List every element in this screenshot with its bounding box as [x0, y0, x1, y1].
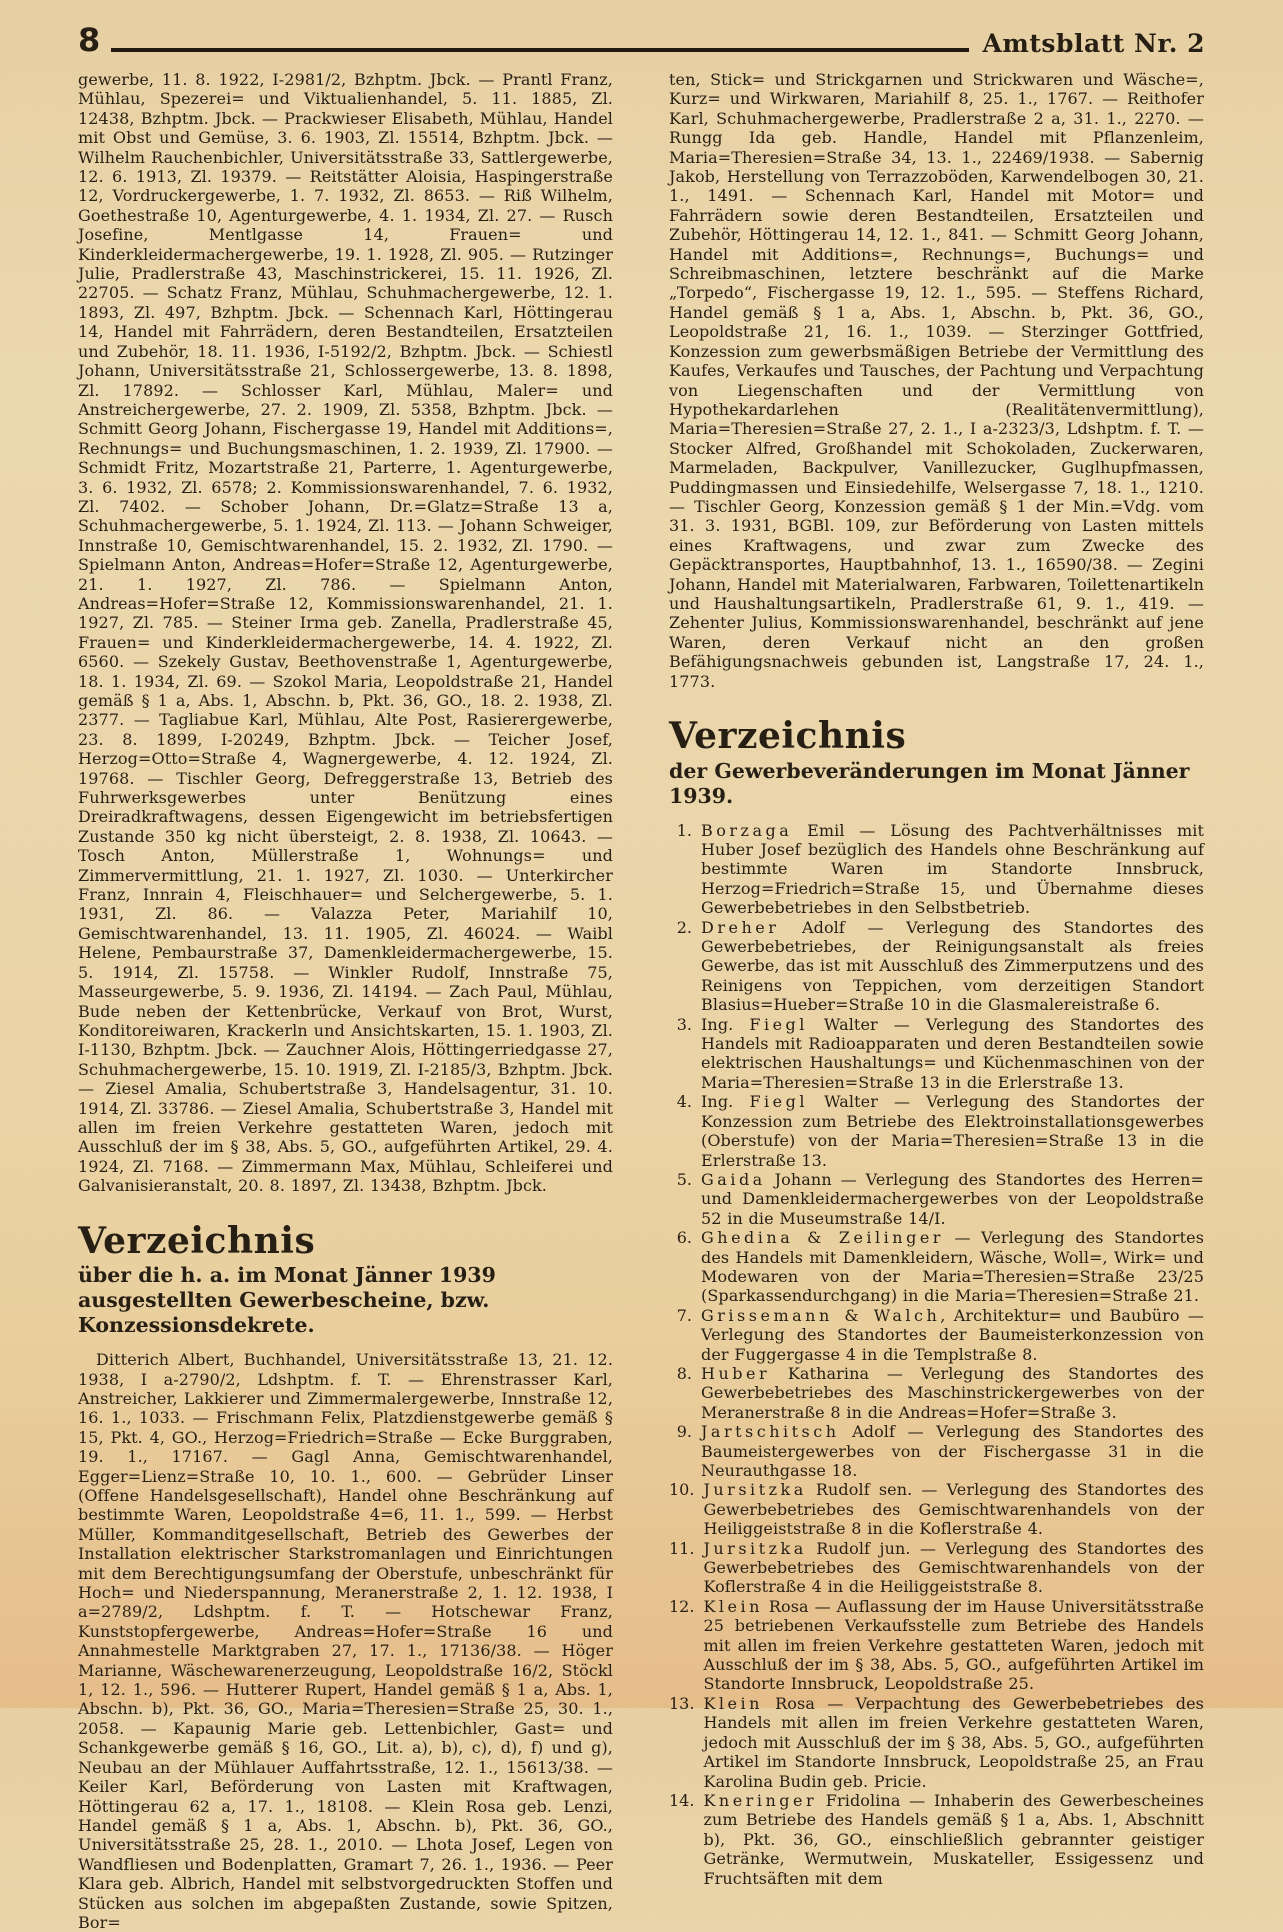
change-list-item — [669, 821, 1204, 918]
page-number: 8 — [78, 21, 102, 59]
change-list-item — [669, 1015, 1204, 1093]
list-item-number: 5. — [676, 1169, 692, 1189]
list-item-number: 11. — [669, 1538, 695, 1558]
item-body: Emil — Lösung des Pachtverhältnisses mit Huber Josef bezüglich des Handels ohne Beschränkung auf bestimmte Waren im Standorte Innsbruck, Herzog=Friedrich=Straße 15, und Übernahme dieses Gewerbebetriebes in den Selbstbetrieb. — [701, 820, 1204, 918]
item-name: Kneringer — [703, 1790, 818, 1810]
item-name: Klein — [703, 1693, 763, 1713]
list-item-text — [701, 918, 1204, 1015]
list-item-text — [701, 821, 1204, 918]
page-header — [78, 16, 1205, 59]
item-prefix: Ing. — [701, 1092, 750, 1112]
list-item-number: 12. — [669, 1596, 695, 1616]
item-body: Rosa — Verpachtung des Gewerbebetriebes des Handels mit allen im freien Verkehre gestatteten Waren, jedoch mit Ausschluß der im § 38, Abs. 5, GO., aufgeführten Artikel im Standorte Innsbruck, Leopoldstraße 25, an Frau Karolina Budin geb. Pricie. — [703, 1693, 1204, 1791]
list-item-text — [701, 1364, 1204, 1422]
item-name: Fiegl — [749, 1092, 808, 1112]
list-item-number: 7. — [676, 1305, 692, 1325]
right-column — [669, 70, 1204, 1932]
license-list-continuation: gewerbe, 11. 8. 1922, I-2981/2, Bzhptm. Jbck. — Prantl Franz, Mühlau, Spezerei= und Viktualienhandel, 5. 11. 1885, Zl. 12438, Bzhptm. Jbck. — Prackwieser Elisabeth, Mühlau, Handel mit Obst und Gemüse, 3. 6. 1903, Zl. 15514, Bzhptm. Jbck. — Wilhelm Rauchenbichler, Universitätsstraße 33, Sattlergewerbe, 12. 6. 1913, Zl. 19379. — Reitstätter Aloisia, Haspingerstraße 12, Vordruckergewerbe, 1. 7. 1932, Zl. 8653. — Riß Wilhelm, Goethestraße 10, Agenturgewerbe, 4. 1. 1934, Zl. 27. — Rusch Josefine, Mentlgasse 14, Frauen= und Kinderkleidermachergewerbe, 19. 1. 1928, Zl. 905. — Rutzinger Julie, Pradlerstraße 43, Maschinstrickerei, 15. 11. 1926, Zl. 22705. — Schatz Franz, Mühlau, Schuhmachergewerbe, 12. 1. 1893, Zl. 497, Bzhptm. Jbck. — Schennach Karl, Höttingerau 14, Handel mit Fahrrädern, deren Bestandteilen, Ersatzteilen und Zubehör, 18. 11. 1936, I-5192/2, Bzhptm. Jbck. — Schiestl Johann, Universitätsstraße 21, Schlossergewerbe, 13. 8. 1898, Zl. 17892. — Schlosser Karl, Mühlau, Maler= und Anstreichergewerbe, 27. 2. 1909, Zl. 5358, Bzhptm. Jbck. — Schmitt Georg Johann, Fischergasse 19, Handel mit Additions=, Rechnungs= und Buchungsmaschinen, 1. 2. 1939, Zl. 17900. — Schmidt Fritz, Mozartstraße 21, Parterre, 1. Agenturgewerbe, 3. 6. 1932, Zl. 6578; 2. Kommissionswarenhandel, 7. 6. 1932, Zl. 7402. — Schober Johann, Dr.=Glatz=Straße 13 a, Schuhmachergewerbe, 5. 1. 1924, Zl. 113. — Johann Schweiger, Innstraße 10, Gemischtwarenhandel, 15. 2. 1932, Zl. 1790. — Spielmann Anton, Andreas=Hofer=Straße 12, Agenturgewerbe, 21. 1. 1927, Zl. 786. — Spielmann Anton, Andreas=Hofer=Straße 12, Kommissionswarenhandel, 21. 1. 1927, Zl. 785. — Steiner Irma geb. Zanella, Pradlerstraße 45, Frauen= und Kinderkleidermachergewerbe, 14. 4. 1922, Zl. 6560. — Szekely Gustav, Beethovenstraße 1, Agenturgewerbe, 18. 1. 1934, Zl. 69. — Szokol Maria, Leopoldstraße 21, Handel gemäß § 1 a, Abs. 1, Abschn. b, Pkt. 36, GO., 18. 2. 1938, Zl. 2377. — Tagliabue Karl, Mühlau, Alte Post, Rasierergewerbe, 23. 8. 1899, I-20249, Bzhptm. Jbck. — Teicher Josef, Herzog=Otto=Straße 4, Wagnergewerbe, 4. 12. 1924, Zl. 19768. — Tischler Georg, Defreggerstraße 13, Betrieb des Fuhrwerksgewerbes unter Benützung eines Dreiradkraftwagens, dessen Eigengewicht im betriebsfertigen Zustande 350 kg nicht übersteigt, 2. 8. 1938, Zl. 10643. — Tosch Anton, Müllerstraße 1, Wohnungs= und Zimmervermittlung, 21. 1. 1927, Zl. 1030. — Unterkircher Franz, Innrain 4, Fleischhauer= und Selchergewerbe, 5. 1. 1931, Zl. 86. — Valazza Peter, Mariahilf 10, Gemischtwarenhandel, 13. 11. 1905, Zl. 46024. — Waibl Helene, Pembaurstraße 37, Damenkleidermachergewerbe, 15. 5. 1914, Zl. 15758. — Winkler Rudolf, Innstraße 75, Masseurgewerbe, 5. 9. 1936, Zl. 14194. — Zach Paul, Mühlau, Bude neben der Kettenbrücke, Verkauf von Brot, Wurst, Konditoreiwaren, Krackerln und Ansichtskarten, 15. 1. 1903, Zl. I-1130, Bzhptm. Jbck. — Zauchner Alois, Höttingerriedgasse 27, Schuhmachergewerbe, 15. 10. 1919, Zl. I-2185/3, Bzhptm. Jbck. — Ziesel Amalia, Schubertstraße 3, Handelsagentur, 31. 10. 1914, Zl. 33786. — Ziesel Amalia, Schubertstraße 3, Handel mit allen im freien Verkehre gestatteten Waren, jedoch mit Ausschluß der im § 38, Abs. 5, GO., aufgeführten Artikel, 29. 4. 1924, Zl. 7168. — Zimmermann Max, Mühlau, Schleiferei und Galvanisieranstalt, 20. 8. 1897, Zl. 13438, Bzhptm. Jbck. — [78, 70, 613, 1196]
header-rule — [111, 48, 968, 52]
change-list-item — [669, 1480, 1204, 1538]
list-item-text — [703, 1597, 1204, 1694]
list-item-number: 14. — [669, 1790, 695, 1810]
item-prefix: Ing. — [701, 1014, 750, 1034]
change-list-item — [669, 1364, 1204, 1422]
section-subheading-1: über die h. a. im Monat Jänner 1939 ausgestellten Gewerbescheine, bzw. Konzessionsdekrete. — [78, 1263, 496, 1338]
list-item-number: 8. — [676, 1363, 692, 1383]
item-body: Adolf — Verlegung des Standortes des Baumeistergewerbes von der Fischergasse 31 in die Neurauthgasse 18. — [701, 1422, 1204, 1480]
change-list-item — [669, 1597, 1204, 1694]
list-item-number: 9. — [676, 1422, 692, 1442]
item-name: Klein — [703, 1596, 763, 1616]
item-name: Dreher — [701, 917, 780, 937]
list-item-number: 10. — [669, 1480, 695, 1500]
change-list-item — [669, 1228, 1204, 1306]
header-title: Amtsblatt Nr. 2 — [982, 29, 1205, 58]
change-list-item — [669, 1791, 1204, 1888]
item-body: Johann — Verlegung des Standortes des Herren= und Damenkleidermachergewerbes von der Leopoldstraße 52 in die Museumstraße 14/I. — [701, 1169, 1204, 1228]
item-body: Rosa — Auflassung der im Hause Universitätsstraße 25 betriebenen Verkaufsstelle zum Betriebe des Handels mit allen im freien Verkehre gestatteten Waren, jedoch mit Ausschluß der im § 38, Abs. 5, GO., aufgeführten Artikel im Standorte Innsbruck, Leopoldstraße 25. — [703, 1596, 1204, 1694]
list-item-text — [703, 1791, 1204, 1888]
item-body: Katharina — Verlegung des Standortes des Gewerbebetriebes des Maschinstrickergewerbes von der Meranerstraße 8 in die Andreas=Hofer=Straße 3. — [701, 1363, 1204, 1422]
item-body: Walter — Verlegung des Standortes der Konzession zum Betriebe des Elektroinstallationsgewerbes (Oberstufe) von der Maria=Theresien=Straße 13 in die Erlerstraße 13. — [701, 1092, 1205, 1170]
item-body: Adolf — Verlegung des Standortes des Gewerbebetriebes, der Reinigungsanstalt als freies Gewerbe, das ist mit Ausschluß des Zimmerputzens und des Reinigens von Teppichen, vom derzeitigen Standort Blasius=Hueber=Straße 10 in die Glasmalereistraße 6. — [701, 917, 1204, 1015]
list-item-text — [701, 1422, 1204, 1480]
list-item-text — [701, 1170, 1204, 1228]
change-list-item — [669, 1306, 1204, 1364]
item-body: Fridolina — Inhaberin des Gewerbescheines zum Betriebe des Handels gemäß § 1 a, Abs. 1, Abschnitt b), Pkt. 36, GO., einschließlich gebrannter geistiger Getränke, Wermutwein, Muskateller, Essigessenz und Fruchtsäften mit dem — [703, 1790, 1204, 1888]
list-item-text — [701, 1306, 1204, 1364]
section-subheading-2: der Gewerbeveränderungen im Monat Jänner 1939. — [669, 758, 1190, 808]
list-item-text — [701, 1015, 1204, 1093]
change-list-item — [669, 1422, 1204, 1480]
list-item-text — [703, 1539, 1204, 1597]
item-name: Gaida — [701, 1169, 766, 1189]
section-heading-verzeichnis-1: Verzeichnis — [78, 1219, 316, 1262]
left-column — [78, 70, 613, 1932]
text-columns — [78, 70, 1205, 1932]
list-item-number: 13. — [669, 1693, 695, 1713]
trade-changes-list — [669, 821, 1204, 1888]
change-list-item — [669, 1092, 1204, 1170]
list-item-text — [703, 1694, 1204, 1791]
list-item-number: 1. — [676, 820, 692, 840]
list-item-number: 2. — [676, 917, 692, 937]
list-item-number: 4. — [676, 1092, 692, 1112]
item-name: Grissemann & Walch — [701, 1305, 941, 1325]
item-name: Jursitzka — [703, 1480, 807, 1500]
change-list-item — [669, 918, 1204, 1015]
license-list-jaenner-continuation: ten, Stick= und Strickgarnen und Strickwaren und Wäsche=, Kurz= und Wirkwaren, Mariahilf 8, 25. 1., 1767. — Reithofer Karl, Schuhmachergewerbe, Pradlerstraße 2 a, 31. 1., 2270. — Rungg Ida geb. Handle, Handel mit Pflanzenleim, Maria=Theresien=Straße 34, 13. 1., 22469/1938. — Sabernig Jakob, Herstellung von Terrazzoböden, Karwendelbogen 30, 21. 1., 1491. — Schennach Karl, Handel mit Motor= und Fahrrädern sowie deren Bestandteilen, Ersatzteilen und Zubehör, Höttingerau 14, 12. 1., 841. — Schmitt Georg Johann, Handel mit Additions=, Rechnungs=, Buchungs= und Schreibmaschinen, letztere beschränkt auf die Marke „Torpedo“, Fischergasse 19, 12. 1., 595. — Steffens Richard, Handel gemäß § 1 a, Abs. 1, Abschn. b, Pkt. 36, GO., Leopoldstraße 21, 16. 1., 1039. — Sterzinger Gottfried, Konzession zum gewerbsmäßigen Betriebe der Vermittlung des Kaufes, Verkaufes und Tausches, der Pachtung und Verpachtung von Liegenschaften und der Vermittlung von Hypothekardarlehen (Realitätenvermittlung), Maria=Theresien=Straße 27, 2. 1., I a-2323/3, Ldshptm. f. T. — Stocker Alfred, Großhandel mit Schokoladen, Zuckerwaren, Marmeladen, Backpulver, Vanillezucker, Guglhupfmassen, Puddingmassen und Einsiedehilfe, Welsergasse 7, 18. 1., 1210. — Tischler Georg, Konzession gemäß § 1 der Min.=Vdg. vom 31. 3. 1931, BGBl. 109, zur Beförderung von Lasten mittels eines Kraftwagens, und zwar zum Zwecke des Gepäcktransportes, Hauptbahnhof, 13. 1., 16590/38. — Zegini Johann, Handel mit Materialwaren, Farbwaren, Toilettenartikeln und Haushaltungsartikeln, Pradlerstraße 61, 9. 1., 419. — Zehenter Julius, Kommissionswarenhandel, beschränkt auf jene Waren, deren Verkauf nicht an den großen Befähigungsnachweis gebunden ist, Langstraße 17, 24. 1., 1773. — [669, 70, 1204, 691]
list-item-number: 6. — [676, 1228, 692, 1248]
item-name: Huber — [701, 1363, 771, 1383]
item-name: Jursitzka — [703, 1538, 807, 1558]
list-item-number: 3. — [676, 1014, 692, 1034]
item-name: Fiegl — [749, 1014, 808, 1034]
list-item-text — [701, 1092, 1204, 1170]
change-list-item — [669, 1170, 1204, 1228]
item-name: Jartschitsch — [701, 1422, 840, 1442]
item-name: Borzaga — [701, 820, 793, 840]
item-body: — Verlegung des Standortes des Handels mit Damenkleidern, Wäsche, Woll=, Wirk= und Modewaren von der Maria=Theresien=Straße 23/25 (Sparkassendurchgang) in die Maria=Theresien=Straße 21. — [701, 1228, 1205, 1306]
list-item-text — [701, 1228, 1204, 1306]
license-list-jaenner: Ditterich Albert, Buchhandel, Universitätsstraße 13, 21. 12. 1938, I a-2790/2, Ldshptm. f. T. — Ehrenstrasser Karl, Anstreicher, Lakkierer und Zimmermalergewerbe, Innstraße 12, 16. 1., 1033. — Frischmann Felix, Platzdienstgewerbe gemäß § 15, Pkt. 4, GO., Herzog=Friedrich=Straße — Ecke Burggraben, 19. 1., 17167. — Gagl Anna, Gemischtwarenhandel, Egger=Lienz=Straße 10, 10. 1., 600. — Gebrüder Linser (Offene Handelsgesellschaft), Handel ohne Beschränkung auf bestimmte Waren, Leopoldstraße 4=6, 11. 1., 599. — Herbst Müller, Kommanditgesellschaft, Betrieb des Gewerbes der Installation elektrischer Starkstromanlagen und Einrichtungen mit dem Berechtigungsumfang der Oberstufe, unbeschränkt für Hoch= und Niederspannung, Meranerstraße 2, 1. 12. 1938, I a=2789/2, Ldshptm. f. T. — Hotschewar Franz, Kunststopfergewerbe, Andreas=Hofer=Straße 16 und Annahmestelle Marktgraben 27, 17. 1., 17136/38. — Höger Marianne, Wäschewarenerzeugung, Leopoldstraße 16/2, Stöckl 1, 12. 1., 596. — Hutterer Rupert, Handel gemäß § 1 a, Abs. 1, Abschn. b), Pkt. 36, GO., Maria=Theresien=Straße 25, 30. 1., 2058. — Kapaunig Marie geb. Lettenbichler, Gast= und Schankgewerbe gemäß § 16, GO., Lit. a), b), c), d), f) und g), Neubau an der Mühlauer Auffahrtsstraße, 12. 1., 15613/38. — Keiler Karl, Beförderung von Lasten mit Kraftwagen, Höttingerau 62 a, 17. 1., 18108. — Klein Rosa geb. Lenzi, Handel gemäß § 1 a, Abs. 1, Abschn. b), Pkt. 36, GO., Universitätsstraße 25, 28. 1., 2010. — Lhota Josef, Legen von Wandfliesen und Bodenplatten, Gramart 7, 26. 1., 1936. — Peer Klara geb. Albrich, Handel mit selbstvorgedruckten Stoffen und Stücken aus solchen im abgepaßten Zustande, sowie Spitzen, Bor= — [78, 1350, 613, 1932]
item-name: Ghedina & Zeilinger — [701, 1228, 944, 1248]
change-list-item — [669, 1694, 1204, 1791]
item-body: Rudolf sen. — Verlegung des Standortes des Gewerbebetriebes des Gemischtwarenhandels von der Heiliggeiststraße 8 in die Koflerstraße 4. — [703, 1480, 1204, 1539]
item-body: , Architektur= und Baubüro — Verlegung des Standortes der Baumeisterkonzession von der Fuggergasse 4 in die Templstraße 8. — [701, 1305, 1205, 1364]
item-body: Rudolf jun. — Verlegung des Standortes des Gewerbebetriebes des Gemischtwarenhandels von der Koflerstraße 4 in die Heiliggeiststraße 8. — [703, 1538, 1204, 1597]
change-list-item — [669, 1539, 1204, 1597]
list-item-text — [703, 1480, 1204, 1538]
section-heading-verzeichnis-2: Verzeichnis — [669, 715, 907, 757]
item-body: Walter — Verlegung des Standortes des Handels mit Radioapparaten und deren Bestandteilen sowie elektrischen Haushaltungs= und Küchenmaschinen von der Maria=Theresien=Straße 13 in die Erlerstraße 13. — [701, 1014, 1204, 1092]
